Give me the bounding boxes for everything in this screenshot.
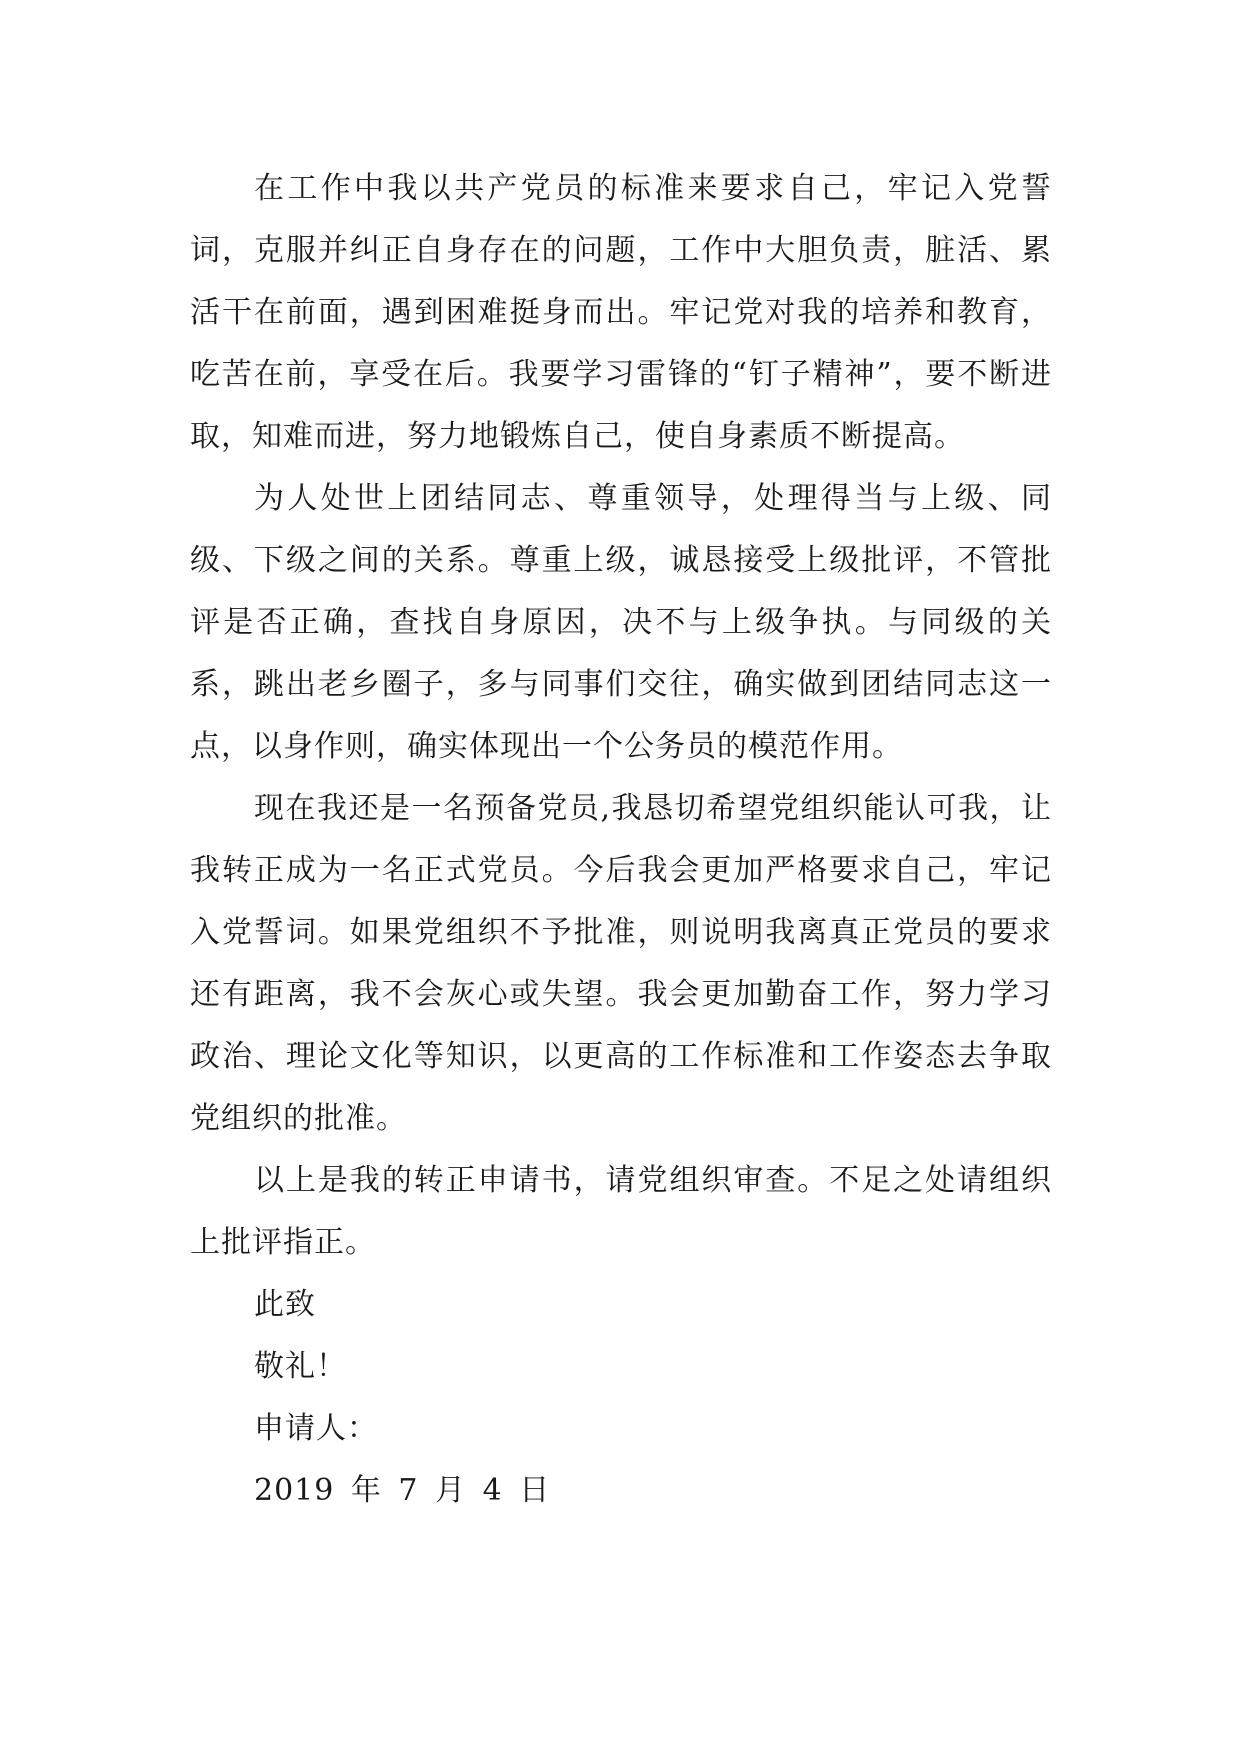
applicant-label: 申请人： bbox=[254, 1411, 378, 1446]
paragraph-work-attitude: 在工作中我以共产党员的标准来要求自己，牢记入党誓词，克服并纠正自身存在的问题，工作中大胆负责，脏活、累活干在前面，遇到困难挺身而出。牢记党对我的培养和教育，吃苦在前，享受在后。我要学习雷锋的“钉子精神”，要不断进取，知难而进，努力地锻炼自己，使自身素质不断提高。 bbox=[190, 171, 1052, 454]
closing-salutation: 此致 bbox=[254, 1287, 316, 1322]
paragraph-probation-request: 现在我还是一名预备党员,我恳切希望党组织能认可我，让我转正成为一名正式党员。今后我会更加严格要求自己，牢记入党誓词。如果党组织不予批准，则说明我离真正党员的要求还有距离，我不会灰心或失望。我会更加勤奋工作，努力学习政治、理论文化等知识，以更高的工作标准和工作姿态去争取党组织的批准。 bbox=[190, 791, 1052, 1136]
paragraph-relationships: 为人处世上团结同志、尊重领导，处理得当与上级、同级、下级之间的关系。尊重上级，诚恳接受上级批评，不管批评是否正确，查找自身原因，决不与上级争执。与同级的关系，跳出老乡圈子，多与同事们交往，确实做到团结同志这一点，以身作则，确实体现出一个公务员的模范作用。 bbox=[190, 481, 1052, 764]
signature-date: 2019 年 7 月 4 日 bbox=[254, 1473, 551, 1508]
paragraph-conclusion: 以上是我的转正申请书，请党组织审查。不足之处请组织上批评指正。 bbox=[190, 1163, 1052, 1260]
closing-regards: 敬礼！ bbox=[254, 1349, 347, 1384]
document-page bbox=[190, 158, 1052, 1522]
